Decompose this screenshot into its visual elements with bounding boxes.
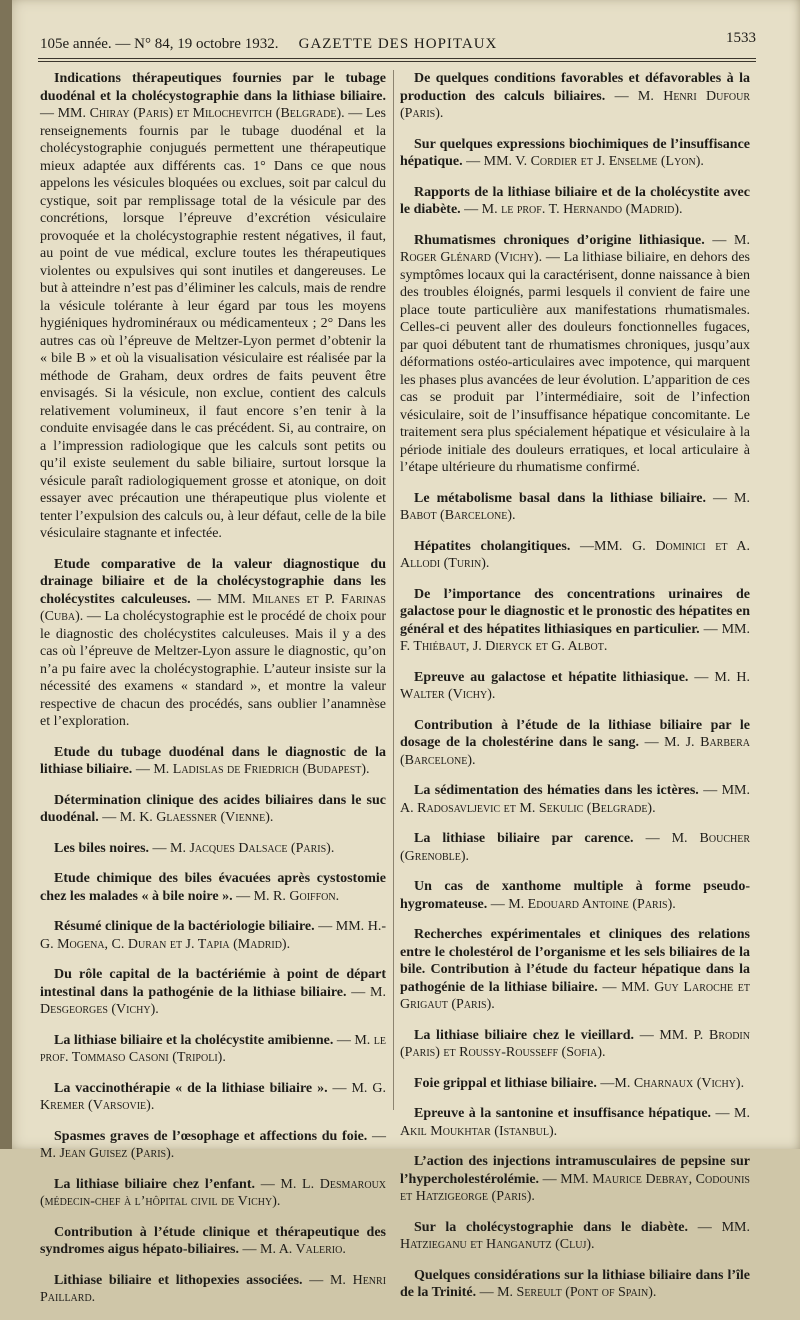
abstract-authors: — M. L. Desmaroux (médecin-chef à l’hôpital civil de Vichy). <box>40 1176 387 1209</box>
abstract-title: Etude chimique des biles évacuées après cystostomie chez les malades « à bile noire ». <box>40 871 386 904</box>
abstract-title: Du rôle capital de la bactériémie à point de départ intestinal dans la pathogénie de la lithiase biliaire. <box>40 967 386 1000</box>
abstract-authors: —M. Charnaux (Vichy). <box>600 1075 745 1091</box>
abstract-authors: — MM. A. Radosavljevic et M. Sekulic (Belgrade). <box>400 783 750 816</box>
abstract-paragraph <box>40 556 386 731</box>
abstract-paragraph <box>400 1153 750 1206</box>
abstract-authors: — MM. H.-G. Mogena, C. Duran et J. Tapia (Madrid). <box>40 919 387 952</box>
abstract-entry <box>40 870 386 905</box>
abstract-title: Spasmes graves de l’œsophage et affections du foie. <box>54 1128 368 1144</box>
abstract-entry <box>40 918 386 953</box>
abstract-title: Rapports de la lithiase biliaire et de la cholécystite avec le diabète. <box>400 184 750 217</box>
abstract-authors: — M. H. Walter (Vichy). <box>400 669 751 702</box>
abstract-paragraph <box>400 1267 750 1302</box>
issue-info: 105e année. — N° 84, 19 octobre 1932. <box>40 36 279 52</box>
abstract-paragraph <box>400 669 750 704</box>
abstract-entry <box>400 184 750 219</box>
abstract-title: De l’importance des concentrations urinaires de galactose pour le diagnostic et le pronostic des hépatites en général et des hépatites lithiasiques en particulier. <box>400 586 750 637</box>
abstract-title: Un cas de xanthome multiple à forme pseudo-hygromateuse. <box>400 879 750 912</box>
abstract-paragraph <box>40 744 386 779</box>
abstract-authors: — M. G. Kremer (Varsovie). <box>40 1080 386 1113</box>
right-column <box>400 70 750 1315</box>
abstract-paragraph <box>400 232 750 477</box>
abstract-paragraph <box>40 1272 386 1307</box>
abstract-title: L’action des injections intramusculaires de pepsine sur l’hypercholestérolémie. <box>400 1154 750 1187</box>
abstract-paragraph <box>400 538 750 573</box>
journal-title: GAZETTE DES HOPITAUX <box>298 36 498 52</box>
abstract-entry <box>40 1224 386 1259</box>
abstract-body: — La lithiase biliaire, en dehors des symptômes locaux qui la caractérisent, donne naissance à bien des troubles éloignés, parmi lesquels il convient de faire une place toute particulière aux manifestations rhumatismales. Celles-ci peuvent aller des douleurs fonctionnelles fugaces, par quoi débutent tant de rhumatismes chroniques, jusqu’aux déformations ostéo-articulaires avec impotence, qui marquent les phases plus avancées de leur évolution. L’apparition de ces cas se produit par l’intermédiaire, soit de l’infection vésiculaire, soit de l’insuffisance hépatique concomitante. Le traitement sera plus spécialement hépatique et vésiculaire à la période initiale des douleurs erratiques, et local articulaire à l’étape ultérieure du rhumatisme confirmé. <box>400 250 750 475</box>
abstract-entry <box>40 966 386 1019</box>
abstract-paragraph <box>400 70 750 123</box>
abstract-paragraph <box>40 840 386 858</box>
abstract-authors: — M. Henri Dufour (Paris). <box>400 88 751 121</box>
abstract-paragraph <box>40 1080 386 1115</box>
left-column <box>40 70 386 1320</box>
abstract-authors: — M. le prof. Tommaso Casoni (Tripoli). <box>40 1032 386 1065</box>
abstract-entry <box>400 1105 750 1140</box>
abstract-entry <box>400 1267 750 1302</box>
abstract-entry <box>40 840 386 858</box>
abstract-authors: — M. Ladislas de Friedrich (Budapest). <box>135 762 370 777</box>
abstract-authors: — M. J. Barbera (Barcelone). <box>400 735 750 768</box>
abstract-entry <box>400 830 750 865</box>
abstract-entry <box>40 1176 386 1211</box>
abstract-entry <box>40 1272 386 1307</box>
abstract-authors: — MM. Chiray (Paris) et Milochevitch (Belgrade). <box>40 106 345 121</box>
abstract-entry <box>40 744 386 779</box>
abstract-entry <box>40 556 386 731</box>
abstract-authors: — M. Jean Guisez (Paris). <box>40 1128 386 1161</box>
abstract-paragraph <box>400 136 750 171</box>
abstract-authors: — M. R. Goiffon. <box>236 888 340 904</box>
abstract-entry <box>400 1027 750 1062</box>
abstract-paragraph <box>40 70 386 543</box>
abstract-authors: — MM. P. Brodin (Paris) et Roussy-Rousseff (Sofia). <box>400 1027 750 1060</box>
abstract-authors: — M. Sereult (Pont of Spain). <box>479 1285 657 1300</box>
abstract-authors: — MM. F. Thiébaut, J. Dieryck et G. Albot. <box>400 621 750 654</box>
abstract-title: La lithiase biliaire chez le vieillard. <box>414 1027 634 1043</box>
header-rule-double <box>38 61 756 62</box>
abstract-entry <box>400 1075 750 1093</box>
abstract-title: Hépatites cholangitiques. <box>414 538 571 554</box>
abstract-title: Rhumatismes chroniques d’origine lithiasique. <box>414 232 705 248</box>
abstract-paragraph <box>400 1105 750 1140</box>
abstract-paragraph <box>400 878 750 913</box>
abstract-authors: — M. le prof. T. Hernando (Madrid). <box>464 202 683 217</box>
abstract-title: Etude du tubage duodénal dans le diagnostic de la lithiase biliaire. <box>40 744 386 777</box>
page-number: 1533 <box>726 30 756 46</box>
abstract-entry <box>400 70 750 123</box>
abstract-paragraph <box>40 1224 386 1259</box>
abstract-title: Epreuve à la santonine et insuffisance hépatique. <box>414 1106 712 1121</box>
abstract-authors: — MM. Guy Laroche et Grigaut (Paris). <box>400 979 750 1012</box>
abstract-title: Foie grippal et lithiase biliaire. <box>414 1075 597 1091</box>
abstract-authors: — MM. Maurice Debray, Codounis et Hatzigeorge (Paris). <box>400 1171 750 1204</box>
abstract-paragraph <box>40 792 386 827</box>
abstract-title: Sur la cholécystographie dans le diabète. <box>414 1219 688 1235</box>
abstract-paragraph <box>40 1032 386 1067</box>
abstract-title: De quelques conditions favorables et défavorables à la production des calculs biliaires. <box>400 71 750 104</box>
binding-spine <box>0 0 12 1149</box>
abstract-paragraph <box>40 1128 386 1163</box>
abstract-paragraph <box>400 184 750 219</box>
abstract-entry <box>40 70 386 543</box>
abstract-entry <box>400 926 750 1014</box>
abstract-title: Etude comparative de la valeur diagnostique du drainage biliaire et de la cholécystographie dans les cholécystites calculeuses. <box>40 556 386 607</box>
abstract-body: — Les renseignements fournis par le tubage duodénal et la cholécystographie conjugués permettent une thérapeutique mieux adaptée aux différents cas. 1° Dans ce que nous appelons les vésicules bloquées ou exclues, soit par calcul du cystique, soit par remplissage total de la vésicule par des concrétions, lorsque l’épreuve d’excrétion vésiculaire provoquée et la cholécystographie restent négatives, il faut, au point de vue médical, exclure toutes les thérapeutiques violentes ou expulsives qui sont inutiles et dangereuses. Le but à atteindre n’est pas d’éliminer les calculs, mais de rendre la vésicule tolérante à leur égard par tous les moyens hygiéniques hydrominéraux ou médicamenteux ; 2° Dans les autres cas où l’épreuve de Meltzer-Lyon permet d’obtenir la « bile B » et où la visualisation vésiculaire est réalisée par la méthode de Graham, deux ordres de faits peuvent être envisagés. Si la vésicule, non exclue, contient des calculs relativement volumineux, il faut encore s’en tenir à la conduite envisagée dans le cas précédent. Si, au contraire, on a l’impression radiologique que les calculs sont petits ou qu’il existe seulement du sable biliaire, surtout lorsque la vésicule paraît radiologiquement grosse et atonique, on doit essayer avec précaution une thérapeutique plus violente et tenter l’expulsion des calculs ou, à leur défaut, celle de la bile vésiculaire stagnante et infectée. <box>40 106 387 541</box>
abstract-paragraph <box>40 918 386 953</box>
abstract-entry <box>400 669 750 704</box>
abstract-paragraph <box>40 966 386 1019</box>
abstract-authors: — M. Edouard Antoine (Paris). <box>490 896 676 912</box>
abstract-title: La lithiase biliaire chez l’enfant. <box>54 1176 255 1192</box>
abstract-authors: — M. Henri Paillard. <box>40 1272 387 1305</box>
abstract-authors: — M. Akil Moukhtar (Istanbul). <box>400 1106 750 1139</box>
abstract-authors: — M. Jacques Dalsace (Paris). <box>152 840 335 856</box>
abstract-title: Le métabolisme basal dans la lithiase biliaire. <box>414 490 706 506</box>
abstract-entry <box>400 782 750 817</box>
abstract-authors: — MM. V. Cordier et J. Enselme (Lyon). <box>466 154 704 169</box>
abstract-paragraph <box>40 870 386 905</box>
abstract-title: La lithiase biliaire par carence. <box>414 831 634 846</box>
abstract-title: Indications thérapeutiques fournies par le tubage duodénal et la cholécystographie dans la lithiase biliaire. <box>40 71 386 104</box>
abstract-authors: — M. K. Glaessner (Vienne). <box>102 810 274 825</box>
abstract-authors: — MM. Milanes et P. Farinas (Cuba). <box>40 591 386 624</box>
abstract-entry <box>400 538 750 573</box>
abstract-paragraph <box>400 1219 750 1254</box>
abstract-authors: — MM. Hatzieganu et Hanganutz (Cluj). <box>400 1219 750 1252</box>
abstract-paragraph <box>400 1027 750 1062</box>
column-divider <box>393 70 394 1110</box>
abstract-title: Recherches expérimentales et cliniques des relations entre le cholestérol de l’organisme et les sels biliaires de la bile. Contribution à l’étude du facteur hépatique dans la pathogénie de la lithiase biliaire. <box>400 927 750 995</box>
abstract-paragraph <box>400 586 750 656</box>
abstract-entry <box>40 1080 386 1115</box>
abstract-authors: — M. Babot (Barcelone). <box>400 490 751 523</box>
abstract-title: Détermination clinique des acides biliaires dans le suc duodénal. <box>40 792 386 825</box>
abstract-body: — La cholécystographie est le procédé de choix pour le diagnostic des cholécystites calculeuses. Mais il y a des cas où l’épreuve de Meltzer-Lyon assure le diagnostic, qu’on n’a pu faire avec la cholécystographie. L’auteur insiste sur la nécessité des examens « standard », et montre la valeur respective de chacun des procédés, sans oublier l’anamnèse et l’exploration. <box>40 609 386 729</box>
abstract-entry <box>400 490 750 525</box>
abstract-title: Contribution à l’étude de la lithiase biliaire par le dosage de la cholestérine dans le sang. <box>400 717 750 750</box>
abstract-title: Epreuve au galactose et hépatite lithiasique. <box>414 669 689 685</box>
abstract-title: Les biles noires. <box>54 840 150 856</box>
abstract-entry <box>400 586 750 656</box>
abstract-entry <box>400 1219 750 1254</box>
abstract-entry <box>400 878 750 913</box>
abstract-paragraph <box>40 1176 386 1211</box>
abstract-paragraph <box>400 782 750 817</box>
abstract-paragraph <box>400 926 750 1014</box>
abstract-entry <box>400 1153 750 1206</box>
abstract-paragraph <box>400 830 750 865</box>
abstract-title: Contribution à l’étude clinique et thérapeutique des syndromes aigus hépato-biliaires. <box>40 1224 386 1257</box>
abstract-title: La vaccinothérapie « de la lithiase biliaire ». <box>54 1080 328 1096</box>
abstract-entry <box>40 1032 386 1067</box>
header-rule <box>38 58 756 59</box>
abstract-entry <box>400 136 750 171</box>
abstract-title: Sur quelques expressions biochimiques de l’insuffisance hépatique. <box>400 136 750 169</box>
abstract-authors: —MM. G. Dominici et A. Allodi (Turin). <box>400 538 751 571</box>
abstract-paragraph <box>400 717 750 770</box>
abstract-paragraph <box>400 1075 750 1093</box>
abstract-title: Lithiase biliaire et lithopexies associées. <box>54 1272 303 1288</box>
abstract-authors: — M. Roger Glénard (Vichy). <box>400 232 751 265</box>
abstract-title: Quelques considérations sur la lithiase biliaire dans l’île de la Trinité. <box>400 1267 750 1300</box>
abstract-authors: — M. Desgeorges (Vichy). <box>40 984 386 1017</box>
abstract-entry <box>40 792 386 827</box>
abstract-title: La sédimentation des hématies dans les ictères. <box>414 783 699 798</box>
page-header <box>40 30 756 56</box>
abstract-paragraph <box>400 490 750 525</box>
abstract-title: La lithiase biliaire et la cholécystite amibienne. <box>54 1032 334 1048</box>
abstract-entry <box>400 717 750 770</box>
abstract-authors: — M. A. Valerio. <box>242 1242 346 1257</box>
abstract-title: Résumé clinique de la bactériologie biliaire. <box>54 919 315 934</box>
abstract-entry <box>40 1128 386 1163</box>
abstract-authors: — M. Boucher (Grenoble). <box>400 831 750 864</box>
abstract-entry <box>400 232 750 477</box>
